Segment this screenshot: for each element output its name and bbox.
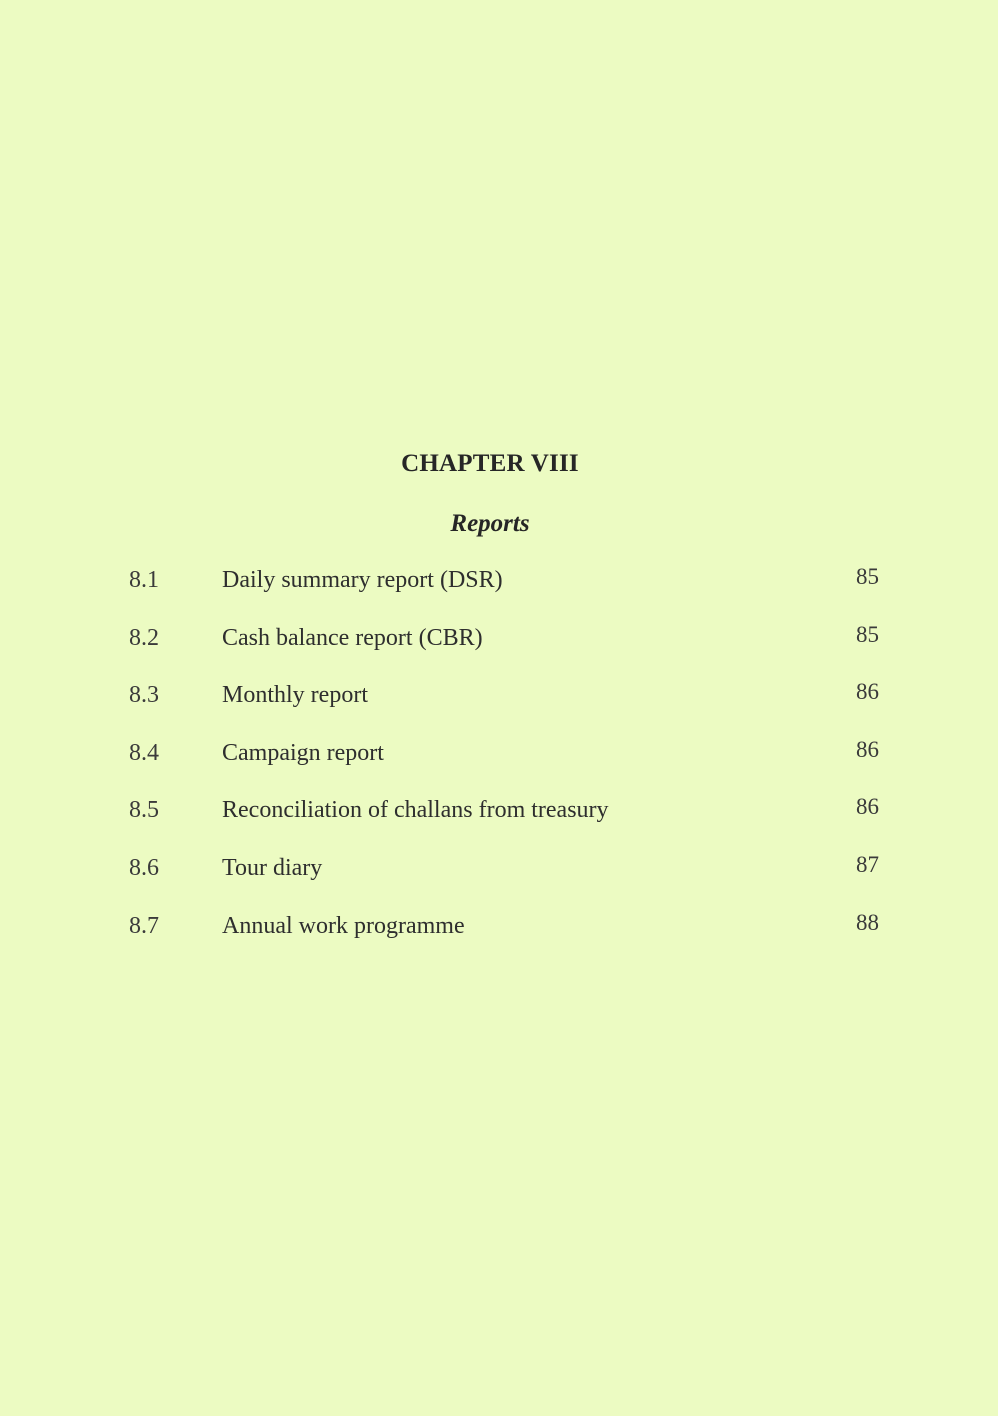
toc-entry-page: 86: [856, 794, 879, 820]
toc-entry-title: Cash balance report (CBR): [222, 624, 483, 651]
toc-entry-title: Tour diary: [222, 854, 323, 881]
toc-entry: [0, 909, 998, 971]
toc-entry-page: 86: [856, 679, 879, 705]
toc-entry-page: 87: [856, 851, 879, 877]
toc-entry: [0, 564, 998, 625]
toc-entry-page: 85: [856, 621, 879, 647]
toc-entry-title: Campaign report: [222, 739, 384, 766]
table-of-contents: [0, 564, 998, 970]
toc-entry-page: 88: [856, 909, 879, 935]
chapter-subtitle: Reports: [450, 510, 530, 537]
toc-entry: [0, 794, 998, 855]
toc-entry-number: 8.6: [129, 854, 159, 881]
toc-entry-number: 8.1: [129, 567, 159, 593]
toc-entry-title: Annual work programme: [222, 912, 465, 939]
toc-entry: [0, 621, 998, 683]
toc-entry: [0, 736, 998, 798]
toc-entry-page: 86: [856, 736, 879, 762]
toc-entry: [0, 679, 998, 740]
toc-entry-number: 8.2: [129, 624, 159, 651]
toc-entry-number: 8.5: [129, 797, 159, 824]
toc-entry-number: 8.3: [129, 682, 159, 709]
toc-entry-title: Monthly report: [222, 682, 368, 709]
toc-entry-title: Daily summary report (DSR): [222, 567, 503, 593]
chapter-title: CHAPTER VIII: [401, 450, 579, 477]
toc-entry-number: 8.4: [129, 739, 159, 766]
toc-entry: [0, 851, 998, 913]
toc-entry-title: Reconciliation of challans from treasury: [222, 797, 609, 824]
toc-entry-number: 8.7: [129, 912, 159, 939]
toc-entry-page: 85: [856, 564, 879, 589]
